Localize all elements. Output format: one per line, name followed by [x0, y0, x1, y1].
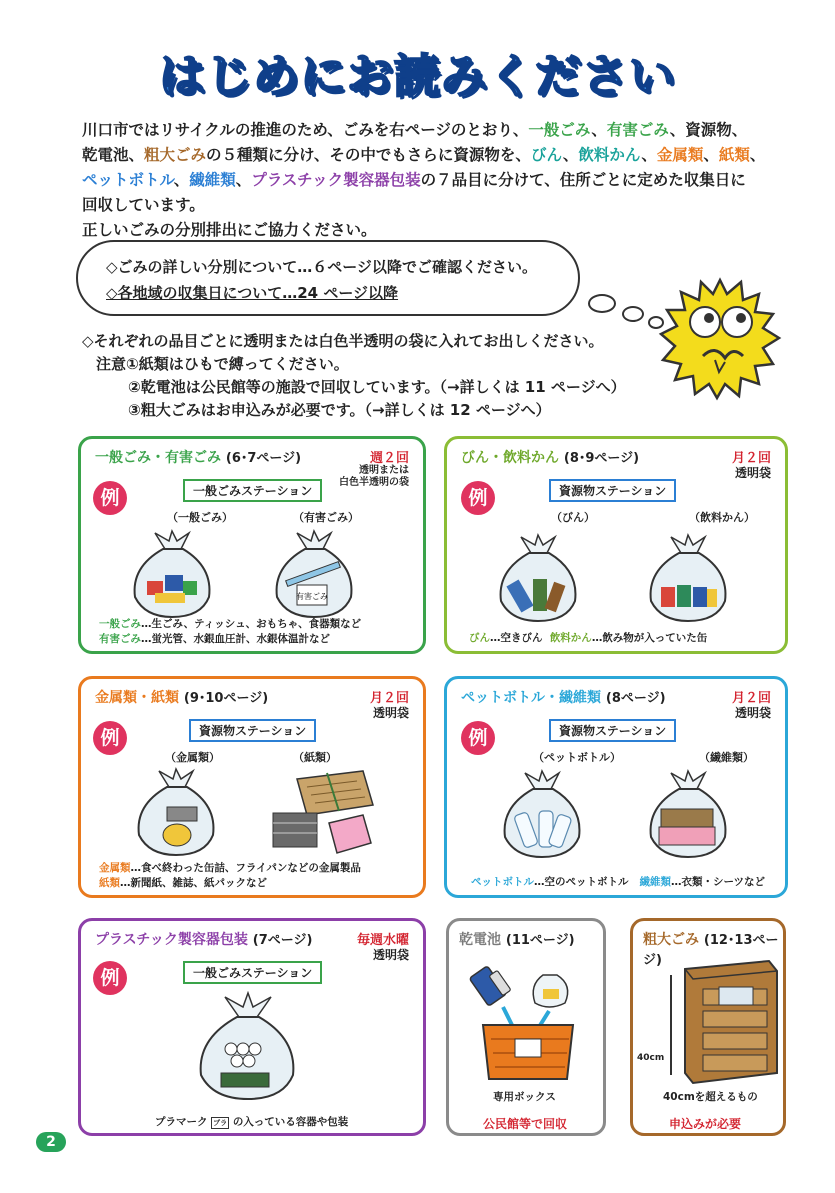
plastic-bag-icon — [193, 991, 303, 1103]
example-badge: 例 — [93, 961, 127, 995]
battery-box-icon — [469, 955, 589, 1085]
bag-type: 透明袋 — [372, 948, 409, 962]
intro-line-5: 正しいごみの分別排出にご協力ください。 — [82, 221, 377, 239]
box-metal-paper — [78, 676, 426, 898]
example-badge: 例 — [93, 721, 127, 755]
item-label-bottles: （びん） — [551, 511, 595, 524]
box-title: 粗大ごみ (12･13ページ) — [643, 932, 779, 968]
box-label: 専用ボックス — [493, 1091, 556, 1103]
mascot-icon — [655, 272, 785, 402]
station-label: 資源物ステーション — [549, 719, 676, 742]
box-bottles-cans — [444, 436, 788, 654]
description: 一般ごみ…生ごみ、ティッシュ、おもちゃ、食器類など 有害ごみ…蛍光管、水銀血圧計、水銀体温計など — [99, 618, 362, 645]
application-footer: 申込みが必要 — [669, 1117, 742, 1131]
box-title: 乾電池 (11ページ) — [459, 932, 575, 948]
frequency-badge: 月２回 — [731, 451, 771, 466]
station-label: 一般ごみステーション — [183, 479, 322, 502]
description: プラマーク プラ の入っている容器や包装 — [155, 1116, 349, 1128]
box-general-harmful — [78, 436, 426, 654]
notes — [82, 330, 626, 422]
cloud-bubble — [588, 294, 616, 313]
bag-type: 透明袋 — [734, 706, 771, 720]
page-number: 2 — [36, 1132, 66, 1152]
example-badge: 例 — [461, 481, 495, 515]
harmful-garbage-bag-icon — [269, 527, 359, 619]
example-badge: 例 — [461, 721, 495, 755]
cans-bag-icon — [643, 531, 733, 623]
box-title: びん・飲料かん (8･9ページ) — [461, 450, 640, 466]
pura-mark-icon: プラ — [213, 1119, 228, 1127]
size-description: 40cmを超えるもの — [663, 1091, 758, 1103]
info-cloud — [76, 240, 580, 316]
box-pet-textiles — [444, 676, 788, 898]
box-title: 金属類・紙類 (9･10ページ) — [95, 690, 269, 706]
note-line-3: ②乾電池は公民館等の施設で回収しています。（→詳しくは 11 ページへ） — [128, 378, 626, 396]
item-label-harmful: （有害ごみ） — [293, 511, 359, 524]
intro-text — [82, 118, 782, 243]
intro-line-2: 乾電池、粗大ごみの５種類に分け、その中でもさらに資源物を、びん、飲料かん、金属類、紙類、 — [82, 146, 766, 164]
frequency-badge: 週２回 — [369, 451, 409, 466]
intro-line-1: 川口市ではリサイクルの推進のため、ごみを右ページのとおり、一般ごみ、有害ごみ、資源物、 — [82, 121, 748, 139]
box-plastic — [78, 918, 426, 1136]
size-label: 40cm — [637, 1053, 665, 1063]
item-label-metal: （金属類） — [165, 751, 220, 764]
textiles-bag-icon — [643, 767, 733, 859]
metal-bag-icon — [131, 765, 221, 857]
item-label-general: （一般ごみ） — [167, 511, 233, 524]
paper-bundle-icon — [267, 765, 377, 857]
harmful-tag: 有害ごみ — [296, 592, 328, 601]
box-battery — [446, 918, 606, 1136]
note-line-4: ③粗大ごみはお申込みが必要です。（→詳しくは 12 ページへ） — [128, 401, 551, 419]
station-label: 一般ごみステーション — [183, 961, 322, 984]
description: ペットボトル…空のペットボトル 繊維類…衣類・シーツなど — [471, 876, 766, 888]
intro-line-4: 回収しています。 — [82, 196, 205, 214]
note-line-2: 注意①紙類はひもで縛ってください。 — [96, 355, 349, 373]
intro-line-3: ペットボトル、繊維類、プラスチック製容器包装の７品目に分けて、住所ごとに定めた収集日に — [82, 171, 746, 189]
description: 金属類…食べ終わった缶詰、フライパンなどの金属製品 紙類…新聞紙、雑誌、紙パックなど — [99, 862, 361, 889]
bottles-bag-icon — [493, 531, 583, 623]
general-garbage-bag-icon — [127, 527, 217, 619]
item-label-paper: （紙類） — [293, 751, 337, 764]
box-oversize — [630, 918, 786, 1136]
cloud-line-1: ◇ごみの詳しい分別について…６ページ以降でご確認ください。 — [106, 258, 537, 276]
cloud-line-2: ◇各地域の収集日について…24 ページ以降 — [106, 284, 399, 302]
bag-type: 透明または 白色半透明の袋 — [339, 465, 409, 488]
station-label: 資源物ステーション — [549, 479, 676, 502]
dresser-icon — [663, 955, 783, 1085]
bag-type: 透明袋 — [372, 706, 409, 720]
note-line-1: ◇それぞれの品目ごとに透明または白色半透明の袋に入れてお出しください。 — [82, 332, 604, 350]
cloud-bubble — [622, 306, 644, 322]
frequency-badge: 毎週水曜 — [356, 933, 409, 948]
page-title: はじめにお読みください — [159, 49, 676, 103]
collection-footer: 公民館等で回収 — [483, 1117, 568, 1131]
example-badge: 例 — [93, 481, 127, 515]
description: びん…空きびん 飲料かん…飲み物が入っていた缶 — [469, 632, 708, 644]
frequency-badge: 月２回 — [731, 691, 771, 706]
item-label-cans: （飲料かん） — [689, 511, 755, 524]
box-title: ペットボトル・繊維類 (8ページ) — [461, 690, 666, 706]
box-title: 一般ごみ・有害ごみ (6･7ページ) — [95, 450, 302, 466]
bag-type: 透明袋 — [734, 466, 771, 480]
frequency-badge: 月２回 — [369, 691, 409, 706]
station-label: 資源物ステーション — [189, 719, 316, 742]
item-label-textiles: （繊維類） — [699, 751, 754, 764]
item-label-pet: （ペットボトル） — [533, 751, 621, 764]
pet-bottles-bag-icon — [497, 767, 587, 859]
box-title: プラスチック製容器包装 (7ページ) — [95, 932, 313, 948]
